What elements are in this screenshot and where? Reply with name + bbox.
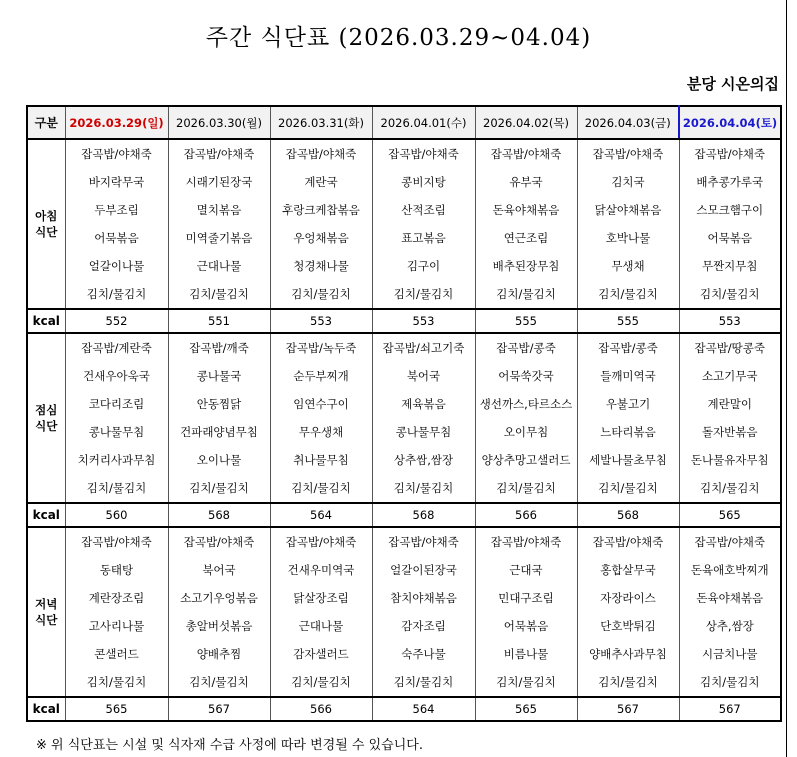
menu-item: 미역줄기볶음: [185, 231, 253, 245]
day-header-3: 2026.04.01(수): [372, 106, 475, 139]
menu-cell: [270, 333, 372, 503]
kcal-row-0: [27, 309, 781, 333]
meal-row-0: [27, 139, 781, 309]
menu-item: 김치/물김치: [189, 675, 249, 689]
menu-item: 참치야채볶음: [390, 591, 457, 605]
menu-item: 잡곡밥/계란죽: [81, 341, 152, 355]
menu-item: 무짠지무침: [701, 259, 758, 273]
menu-item: 자장라이스: [600, 591, 656, 605]
menu-item: 건파래양념무침: [180, 425, 258, 439]
page-right-border: [786, 0, 787, 757]
disclaimer-note: ※ 위 식단표는 시설 및 식자재 수급 사정에 따라 변경될 수 있습니다.: [36, 738, 423, 753]
menu-item: 김치/물김치: [598, 675, 658, 689]
menu-item: 단호박튀김: [600, 619, 656, 633]
menu-item: 콩나물무침: [88, 425, 145, 439]
menu-item: 잡곡밥/야채죽: [388, 147, 459, 161]
meal-label-text: 아침 식단: [35, 209, 58, 239]
kcal-value: 553: [270, 309, 372, 333]
menu-item: 김치/물김치: [393, 675, 454, 689]
menu-item: 김치/물김치: [598, 481, 658, 495]
menu-item: 김치/물김치: [393, 481, 454, 495]
menu-item: 총알버섯볶음: [185, 619, 253, 633]
menu-item: 잡곡밥/야채죽: [81, 147, 152, 161]
page-title: 주간 식단표 (2026.03.29~04.04): [205, 25, 592, 51]
menu-item: 숙주나물: [401, 647, 446, 661]
menu-item: 잡곡밥/야채죽: [388, 535, 459, 549]
header-row: [27, 106, 781, 139]
menu-cell: [270, 527, 372, 697]
menu-item: 콩비지탕: [401, 175, 446, 189]
kcal-value: 564: [372, 697, 475, 721]
kcal-value: 567: [577, 697, 679, 721]
meal-row-1: [27, 333, 781, 503]
menu-item: 유부국: [509, 175, 543, 189]
menu-cell: [270, 139, 372, 309]
kcal-value: 567: [168, 697, 270, 721]
menu-item: 배추된장무침: [492, 259, 560, 273]
menu-item: 콩나물무침: [395, 425, 452, 439]
menu-item: 취나물무침: [293, 453, 349, 467]
kcal-value: 553: [372, 309, 475, 333]
menu-cell: [65, 527, 168, 697]
menu-item: 북어국: [202, 563, 236, 577]
menu-item: 연근조림: [503, 231, 549, 245]
menu-cell: [577, 527, 679, 697]
menu-item: 양배추찜: [196, 647, 242, 661]
menu-item: 어묵볶음: [707, 231, 752, 245]
menu-cell: [475, 527, 577, 697]
kcal-value: 552: [65, 309, 168, 333]
menu-item: 김치/물김치: [496, 481, 556, 495]
menu-item: 상추,쌈장: [705, 619, 754, 633]
kcal-value: 568: [168, 503, 270, 527]
menu-item: 임연수구이: [293, 397, 349, 411]
menu-item: 제육볶음: [401, 397, 446, 411]
menu-item: 동태탕: [99, 563, 134, 577]
menu-item: 소고기우엉볶음: [180, 591, 258, 605]
header-label: 구분: [27, 106, 65, 139]
menu-item: 느타리볶음: [600, 425, 656, 439]
menu-cell: [679, 139, 781, 309]
menu-item: 감자샐러드: [293, 647, 349, 661]
menu-item: 김치/물김치: [189, 481, 249, 495]
day-header-2: 2026.03.31(화): [270, 106, 372, 139]
menu-item: 어묵볶음: [94, 231, 139, 245]
menu-item: 두부조림: [94, 203, 139, 217]
menu-item: 계란장조림: [88, 591, 145, 605]
menu-item: 얼갈이된장국: [390, 563, 457, 577]
menu-item: 잡곡밥/야채죽: [183, 147, 255, 161]
menu-item: 콩나물국: [196, 369, 242, 383]
menu-item: 잡곡밥/야채죽: [490, 535, 562, 549]
menu-cell: [577, 139, 679, 309]
menu-item: 청경채나물: [293, 259, 349, 273]
menu-item: 잡곡밥/야채죽: [694, 147, 766, 161]
menu-item: 양상추망고샐러드: [481, 453, 571, 467]
menu-item: 김치/물김치: [189, 287, 249, 301]
menu-item: 김치/물김치: [700, 675, 760, 689]
menu-item: 김치/물김치: [86, 481, 147, 495]
menu-item: 잡곡밥/야채죽: [285, 147, 357, 161]
menu-item: 잡곡밥/야채죽: [81, 535, 152, 549]
kcal-value: 568: [372, 503, 475, 527]
menu-item: 무생채: [611, 259, 645, 273]
menu-item: 고사리나물: [88, 619, 145, 633]
menu-item: 시래기된장국: [185, 175, 253, 189]
menu-item: 홍합살무국: [600, 563, 656, 577]
meal-label-0: [27, 139, 65, 309]
kcal-value: 566: [475, 503, 577, 527]
menu-item: 잡곡밥/야채죽: [490, 147, 562, 161]
menu-item: 양배추사과무침: [589, 647, 667, 661]
menu-cell: [168, 527, 270, 697]
menu-item: 김치국: [611, 175, 645, 189]
menu-item: 치커리사과무침: [77, 453, 156, 467]
menu-item: 잡곡밥/콩죽: [598, 341, 658, 355]
menu-item: 돈육야채볶음: [696, 591, 764, 605]
kcal-value: 565: [65, 697, 168, 721]
menu-item: 김치/물김치: [496, 287, 556, 301]
kcal-row-2: [27, 697, 781, 721]
day-header-5: 2026.04.03(금): [577, 106, 679, 139]
menu-cell: [65, 139, 168, 309]
menu-item: 김치/물김치: [86, 675, 147, 689]
kcal-value: 560: [65, 503, 168, 527]
menu-cell: [679, 527, 781, 697]
menu-item: 오이나물: [196, 453, 242, 467]
menu-item: 김치/물김치: [700, 481, 760, 495]
meal-label-2: [27, 527, 65, 697]
menu-item: 코다리조림: [88, 397, 145, 411]
menu-item: 잡곡밥/야채죽: [592, 535, 664, 549]
menu-cell: [475, 139, 577, 309]
menu-item: 잡곡밥/쇠고기죽: [382, 341, 465, 355]
menu-item: 근대국: [509, 563, 543, 577]
menu-item: 멸치볶음: [196, 203, 242, 217]
kcal-value: 565: [475, 697, 577, 721]
menu-item: 계란국: [304, 175, 338, 189]
menu-item: 생선까스,타르소스: [479, 397, 573, 411]
menu-cell: [475, 333, 577, 503]
organization-name: 분당 시온의집: [686, 75, 779, 93]
menu-item: 들깨미역국: [600, 369, 656, 383]
meal-label-1: [27, 333, 65, 503]
menu-item: 김치/물김치: [86, 287, 147, 301]
menu-item: 배추콩가루국: [696, 175, 764, 189]
kcal-value: 566: [270, 697, 372, 721]
kcal-value: 564: [270, 503, 372, 527]
menu-item: 닭살장조림: [293, 591, 349, 605]
menu-item: 산적조림: [401, 203, 446, 217]
menu-cell: [168, 333, 270, 503]
menu-item: 계란말이: [707, 397, 752, 411]
menu-item: 잡곡밥/야채죽: [592, 147, 664, 161]
menu-item: 돈육야채볶음: [492, 203, 560, 217]
menu-item: 돈나물유자무침: [690, 453, 769, 467]
menu-item: 후랑크케찹볶음: [282, 203, 360, 217]
menu-item: 안동찜닭: [196, 397, 242, 411]
kcal-value: 553: [679, 309, 781, 333]
kcal-label: kcal: [27, 309, 65, 333]
menu-item: 우엉채볶음: [293, 231, 349, 245]
menu-item: 김치/물김치: [700, 287, 760, 301]
menu-item: 김치/물김치: [393, 287, 454, 301]
kcal-value: 555: [577, 309, 679, 333]
menu-item: 근대나물: [298, 619, 344, 633]
day-header-4: 2026.04.02(목): [475, 106, 577, 139]
menu-item: 건새우미역국: [287, 563, 355, 577]
menu-cell: [372, 139, 475, 309]
kcal-label: kcal: [27, 697, 65, 721]
menu-item: 순두부찌개: [293, 369, 349, 383]
weekly-menu-table: [26, 105, 782, 722]
menu-cell: [372, 333, 475, 503]
menu-item: 잡곡밥/땅콩죽: [694, 341, 766, 355]
menu-item: 우불고기: [605, 397, 651, 411]
menu-item: 근대나물: [196, 259, 242, 273]
kcal-value: 555: [475, 309, 577, 333]
kcal-value: 551: [168, 309, 270, 333]
menu-item: 세발나물초무침: [589, 453, 667, 467]
meal-row-2: [27, 527, 781, 697]
menu-item: 소고기무국: [701, 369, 758, 383]
menu-item: 표고볶음: [401, 231, 446, 245]
menu-item: 건새우아욱국: [83, 369, 150, 383]
menu-item: 스모크햄구이: [696, 203, 764, 217]
menu-item: 김치/물김치: [291, 675, 351, 689]
menu-item: 오이무침: [503, 425, 549, 439]
menu-item: 잡곡밥/야채죽: [183, 535, 255, 549]
menu-item: 김구이: [406, 259, 441, 273]
menu-item: 무우생채: [298, 425, 344, 439]
menu-cell: [372, 527, 475, 697]
kcal-label: kcal: [27, 503, 65, 527]
menu-item: 잡곡밥/야채죽: [285, 535, 357, 549]
menu-item: 북어국: [406, 369, 441, 383]
menu-item: 민대구조림: [498, 591, 554, 605]
menu-item: 잡곡밥/야채죽: [694, 535, 766, 549]
day-header-1: 2026.03.30(월): [168, 106, 270, 139]
menu-item: 잡곡밥/녹두죽: [285, 341, 357, 355]
menu-item: 상추쌈,쌈장: [393, 453, 454, 467]
meal-label-text: 점심 식단: [35, 403, 58, 433]
menu-item: 시금치나물: [701, 647, 758, 661]
menu-item: 콘샐러드: [94, 647, 139, 661]
menu-item: 호박나물: [605, 231, 651, 245]
menu-item: 얼갈이나물: [88, 259, 145, 273]
menu-item: 어묵쑥갓국: [498, 369, 554, 383]
day-header-0: 2026.03.29(일): [65, 106, 168, 139]
menu-item: 김치/물김치: [598, 287, 658, 301]
menu-cell: [65, 333, 168, 503]
menu-item: 비름나물: [503, 647, 549, 661]
day-header-6: 2026.04.04(토): [679, 106, 781, 139]
menu-item: 어묵볶음: [503, 619, 549, 633]
menu-item: 잡곡밥/깨죽: [189, 341, 249, 355]
meal-label-text: 저녁 식단: [35, 597, 58, 627]
menu-item: 돈육애호박찌개: [690, 563, 769, 577]
menu-cell: [168, 139, 270, 309]
menu-item: 김치/물김치: [291, 287, 351, 301]
menu-item: 김치/물김치: [496, 675, 556, 689]
kcal-row-1: [27, 503, 781, 527]
kcal-value: 565: [679, 503, 781, 527]
menu-item: 김치/물김치: [291, 481, 351, 495]
kcal-value: 567: [679, 697, 781, 721]
menu-cell: [679, 333, 781, 503]
menu-item: 닭살야채볶음: [594, 203, 662, 217]
menu-item: 잡곡밥/콩죽: [496, 341, 556, 355]
kcal-value: 568: [577, 503, 679, 527]
menu-item: 바지락무국: [88, 175, 145, 189]
menu-item: 감자조림: [401, 619, 446, 633]
menu-cell: [577, 333, 679, 503]
menu-item: 돌자반볶음: [701, 425, 758, 439]
